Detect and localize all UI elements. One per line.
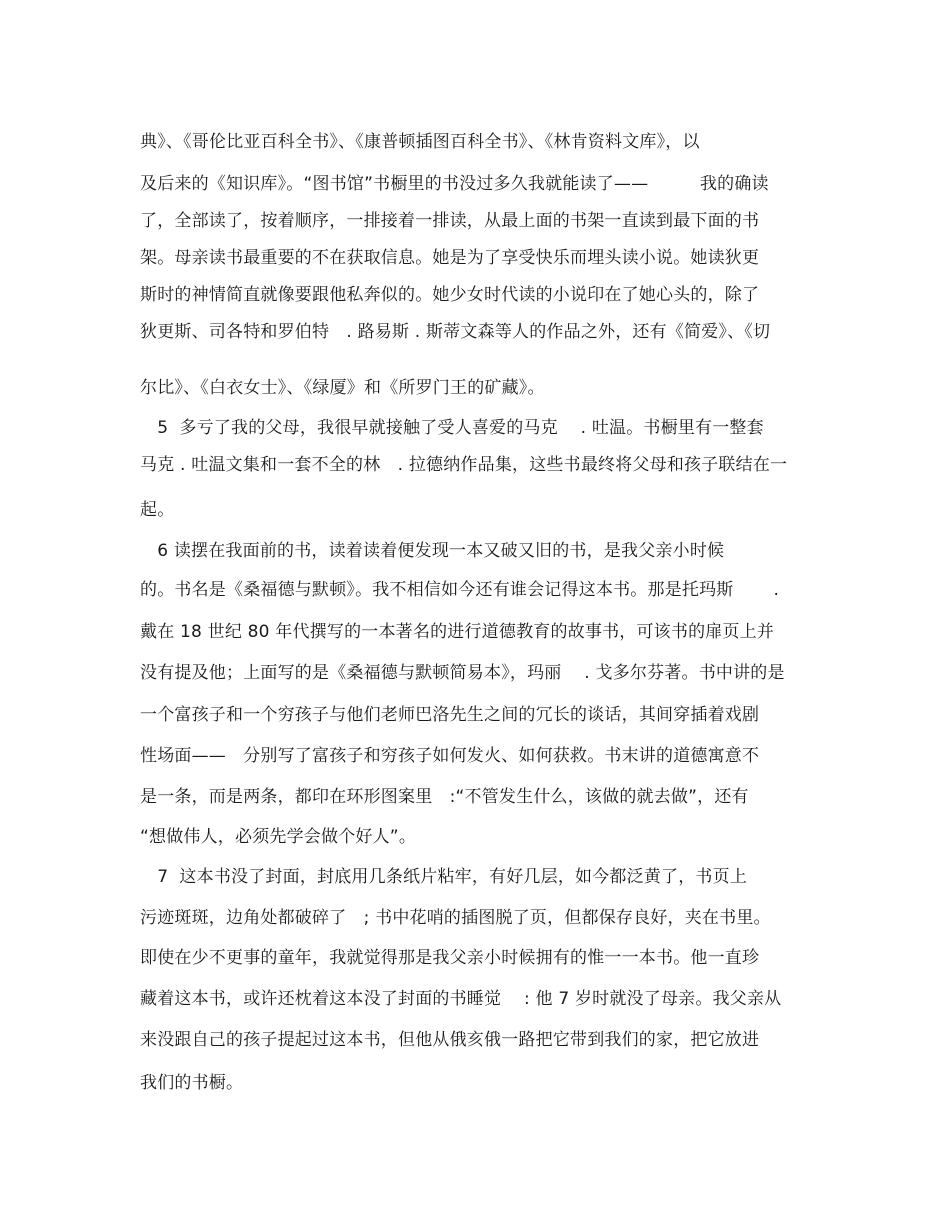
- text-line: 6 读摆在我面前的书，读着读着便发现一本又破又旧的书，是我父亲小时候: [140, 541, 725, 561]
- text-line: 尔比》、《白衣女士》、《绿厦》和《所罗门王的矿藏》。: [140, 378, 545, 398]
- text-line: 了，全部读了，按着顺序，一排接着一排读，从最上面的书架一直读到最下面的书: [140, 211, 760, 231]
- text-line: 戴在 18 世纪 80 年代撰写的一本著名的进行道德教育的故事书，可该书的扉页上并: [140, 622, 775, 642]
- text-line: 架。母亲读书最重要的不在获取信息。她是为了享受快乐而埋头读小说。她读狄更: [140, 248, 760, 268]
- text-line: 是一条，而是两条，都印在环形图案里 :“不管发生什么，该做的就去做”，还有: [140, 787, 749, 807]
- text-line: 斯时的神情简直就像要跟他私奔似的。她少女时代读的小说印在了她心头的，除了: [140, 285, 760, 305]
- text-line: 狄更斯、司各特和罗伯特 . 路易斯 . 斯蒂文森等人的作品之外，还有《简爱》、《切: [140, 322, 771, 342]
- text-line: 性场面—— 分别写了富孩子和穷孩子如何发火、如何获救。书末讲的道德寓意不: [140, 746, 760, 766]
- text-line: 一个富孩子和一个穷孩子与他们老师巴洛先生之间的冗长的谈话，其间穿插着戏剧: [140, 705, 760, 725]
- text-line: 我们的书橱。: [140, 1073, 244, 1093]
- text-line: 藏着这本书，或许还枕着这本没了封面的书睡觉 : 他 7 岁时就没了母亲。我父亲从: [140, 989, 782, 1009]
- text-line: 污迹斑斑，边角处都破碎了 ; 书中花哨的插图脱了页，但都保存良好，夹在书里。: [140, 908, 771, 928]
- text-line: “想做伟人，必须先学会做个好人”。: [140, 827, 417, 847]
- text-line: 5 多亏了我的父母，我很早就接触了受人喜爱的马克 . 吐温。书橱里有一整套: [140, 418, 764, 438]
- text-line: 及后来的《知识库》。“图书馆”书橱里的书没过多久我就能读了—— 我的确读: [140, 174, 769, 194]
- text-line: 即使在少不更事的童年，我就觉得那是我父亲小时候拥有的惟一一本书。他一直珍: [140, 948, 760, 968]
- text-line: 来没跟自己的孩子提起过这本书，但他从俄亥俄一路把它带到我们的家，把它放进: [140, 1030, 760, 1050]
- text-line: 马克 . 吐温文集和一套不全的林 . 拉德纳作品集，这些书最终将父母和孩子联结在一: [140, 455, 788, 475]
- text-line: 典》、《哥伦比亚百科全书》、《康普顿插图百科全书》、《林肯资料文库》，以: [140, 132, 700, 152]
- text-line: 7 这本书没了封面，封底用几条纸片粘牢，有好几层，如今都泛黄了，书页上: [140, 867, 748, 887]
- text-line: 的。书名是《桑福德与默顿》。我不相信如今还有谁会记得这本书。那是托玛斯 .: [140, 580, 780, 600]
- text-line: 起。: [140, 500, 175, 520]
- text-line: 没有提及他；上面写的是《桑福德与默顿简易本》，玛丽 . 戈多尔芬著。书中讲的是: [140, 663, 785, 683]
